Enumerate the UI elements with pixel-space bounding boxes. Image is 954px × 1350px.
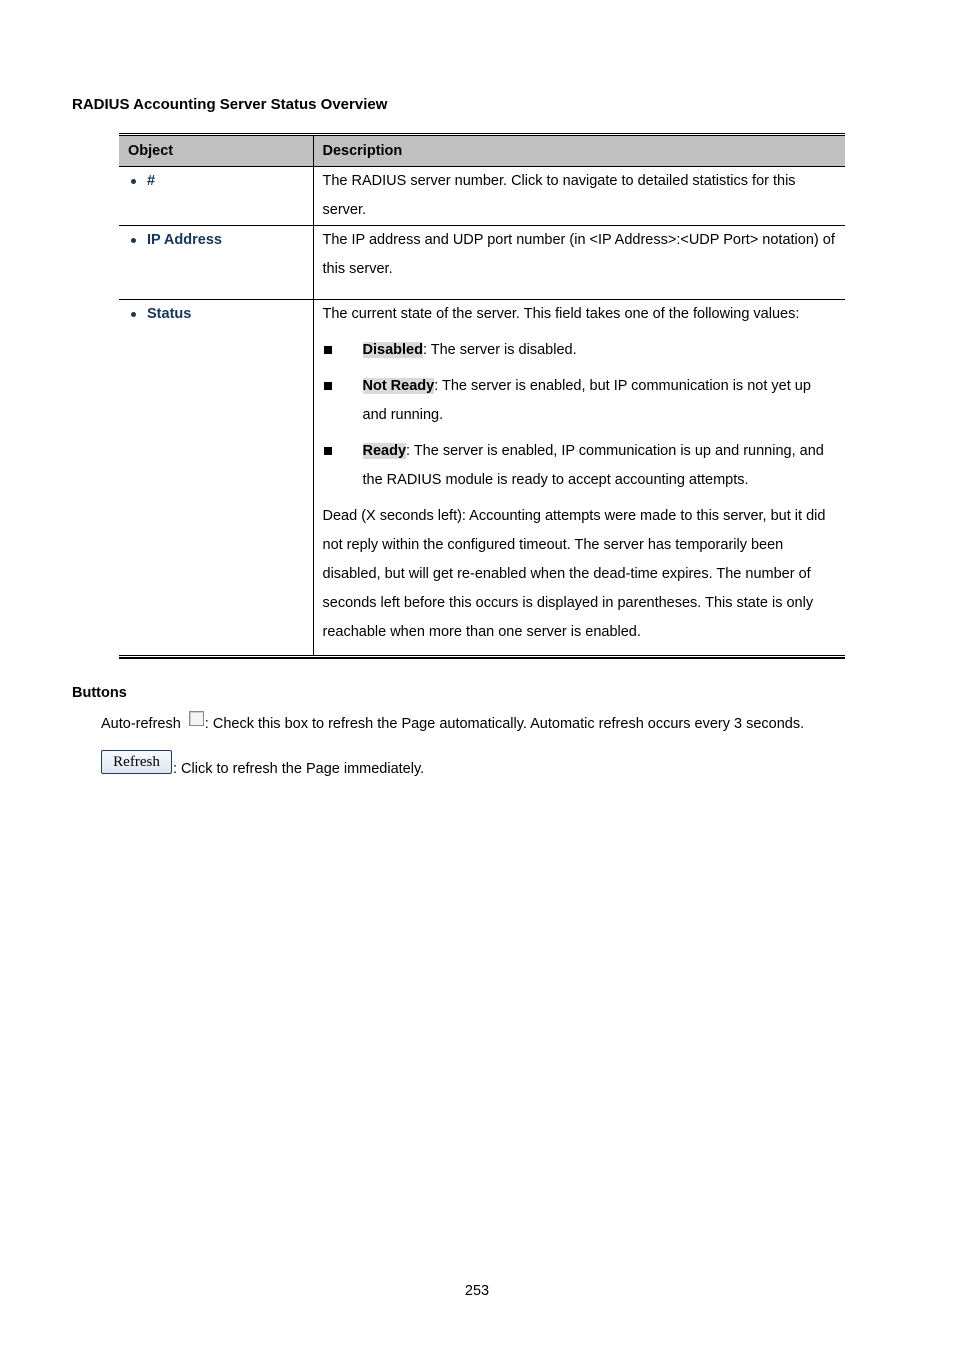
status-intro: The current state of the server. This field takes one of the following values:	[322, 306, 800, 322]
auto-refresh-row	[101, 710, 804, 732]
refresh-row	[101, 750, 425, 777]
status-term-text: : The server is disabled.	[422, 342, 577, 358]
status-value-item	[323, 372, 837, 430]
status-term-text: : The server is enabled, but IP communication is not yet up and running.	[362, 378, 811, 423]
status-value-item	[323, 336, 837, 365]
object-cell	[119, 226, 313, 300]
description-cell: The RADIUS server number. Click to navigate to detailed statistics for this server.	[313, 167, 845, 226]
status-term: Disabled	[362, 342, 423, 358]
table-row	[119, 167, 845, 226]
auto-refresh-checkbox[interactable]	[189, 711, 204, 726]
buttons-section-title: Buttons	[72, 685, 127, 701]
auto-refresh-label: Auto-refresh	[101, 716, 181, 732]
status-term: Ready	[362, 443, 407, 459]
object-name: #	[147, 173, 156, 189]
bullet-dot-icon	[131, 238, 136, 243]
table-row	[119, 300, 845, 656]
object-cell	[119, 167, 313, 226]
square-bullet-icon	[324, 346, 332, 354]
status-term: Not Ready	[362, 378, 435, 394]
status-term-text: : The server is enabled, IP communication is up and running, and the RADIUS module is ready to accept accounting attempts.	[362, 443, 824, 488]
status-value-item	[323, 437, 837, 495]
object-name: Status	[147, 306, 192, 322]
page-number: 253	[464, 1283, 490, 1299]
description-cell: The IP address and UDP port number (in <IP Address>:<UDP Port> notation) of this server.	[313, 226, 845, 300]
section-title: RADIUS Accounting Server Status Overview	[72, 96, 388, 113]
bullet-dot-icon	[131, 179, 136, 184]
description-cell	[313, 300, 845, 656]
object-name: IP Address	[147, 232, 222, 248]
header-object: Object	[119, 136, 313, 167]
dead-state-description: Dead (X seconds left): Accounting attempts were made to this server, but it did not reply within the configured timeout. The server has temporarily been disabled, but will get re-enabled when the dead-time expires. The number of seconds left before this occurs is displayed in parentheses. This state is only reachable when more than one server is enabled.	[322, 508, 826, 640]
square-bullet-icon	[324, 447, 332, 455]
object-cell	[119, 300, 313, 656]
table-bottom-rule	[119, 655, 845, 659]
refresh-description: : Click to refresh the Page immediately.	[173, 761, 425, 777]
table-header-row	[119, 136, 845, 167]
auto-refresh-description: : Check this box to refresh the Page automatically. Automatic refresh occurs every 3 seconds.	[204, 716, 805, 732]
refresh-button[interactable]: Refresh	[101, 750, 172, 774]
square-bullet-icon	[324, 382, 332, 390]
table-row	[119, 226, 845, 300]
bullet-dot-icon	[131, 312, 136, 317]
status-value-list	[323, 336, 837, 495]
header-description: Description	[313, 136, 845, 167]
object-description-table	[119, 133, 845, 659]
